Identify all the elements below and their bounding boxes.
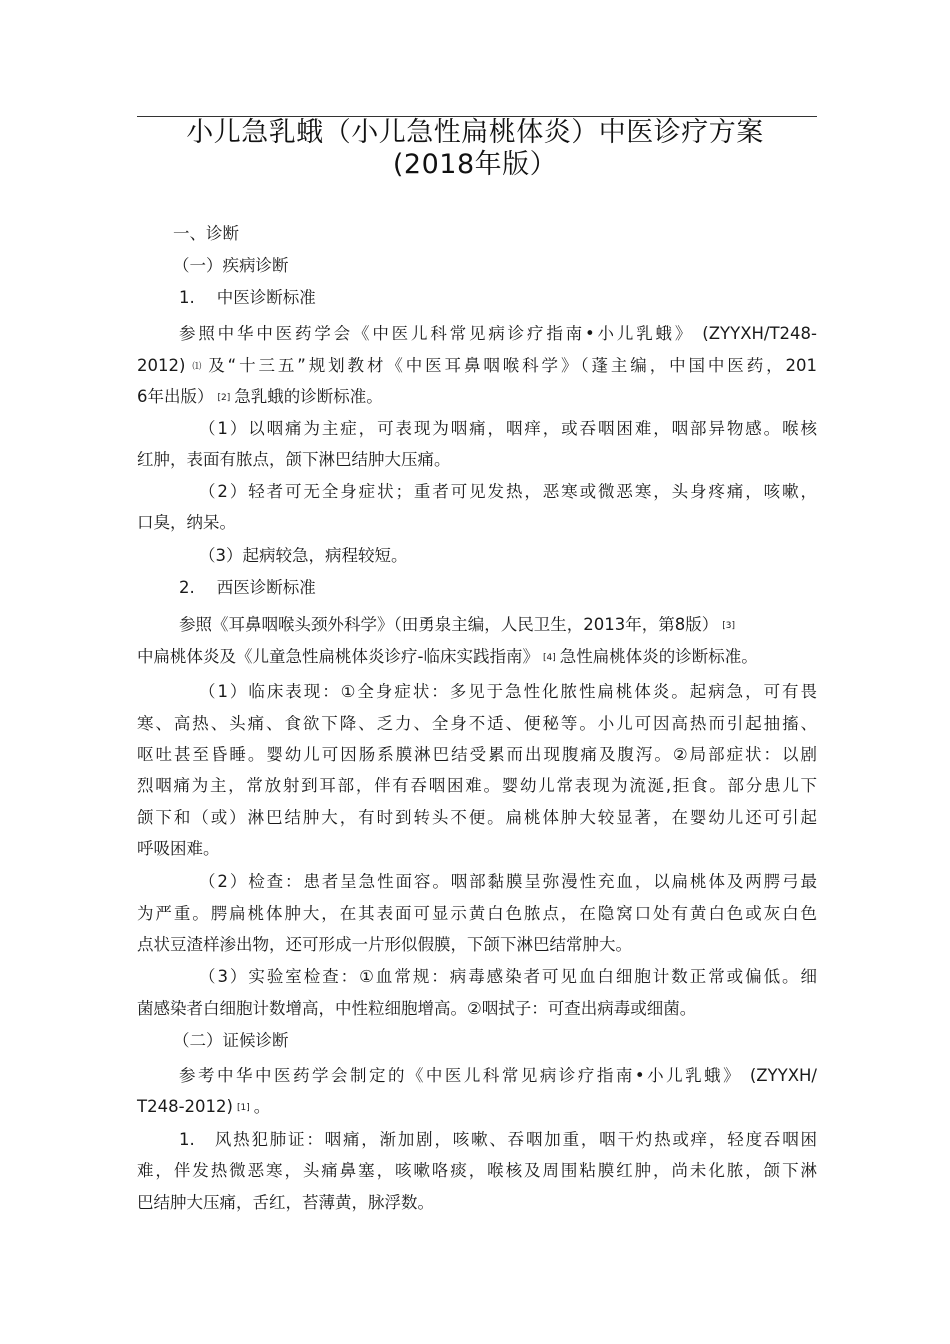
subsection-heading-syndrome-diagnosis: （二）证候诊断 (173, 1031, 289, 1050)
reference-mark: [1] (236, 1103, 250, 1113)
reference-mark: ⑴ (189, 362, 205, 372)
criteria-line: 烈咽痛为主，常放射到耳部，伴有吞咽困难。婴幼儿常表现为流涎,拒食。部分患儿下 (137, 776, 817, 795)
paragraph-line: T248-2012) [1] 。 (137, 1097, 271, 1116)
criteria-line: 为严重。腭扁桃体肿大，在其表面可显示黄白色脓点，在隐窝口处有黄白色或灰白色 (137, 904, 817, 923)
criteria-line: （3）实验室检查：①血常规：病毒感染者可见血白细胞计数正常或偏低。细 (199, 967, 817, 986)
criteria-line: 呼吸困难。 (137, 839, 220, 858)
section-heading-diagnosis: 一、诊断 (173, 224, 239, 243)
criteria-line: （1）临床表现：①全身症状：多见于急性化脓性扁桃体炎。起病急，可有畏 (199, 682, 817, 701)
criteria-line: 红肿，表面有脓点，颌下淋巴结肿大压痛。 (137, 450, 451, 469)
item-number: 2. (179, 578, 195, 597)
reference-mark: [2] (217, 393, 231, 403)
syndrome-line: 1. 风热犯肺证：咽痛，渐加剧，咳嗽、吞咽加重，咽干灼热或痒，轻度吞咽困 (179, 1130, 817, 1149)
criteria-line: （1）以咽痛为主症，可表现为咽痛，咽痒，或吞咽困难，咽部异物感。喉核 (199, 419, 817, 438)
reference-mark: [3] (722, 621, 735, 631)
paragraph-line: 中扁桃体炎及《儿童急性扁桃体炎诊疗-临床实践指南》 [4] 急性扁桃体炎的诊断标准。 (137, 647, 758, 666)
item-number: 1. (179, 288, 195, 307)
paragraph-line: 参照中华中医药学会《中医儿科常见病诊疗指南•小儿乳蛾》 (ZYYXH/T248- (179, 324, 817, 343)
paragraph-line: 参照《耳鼻咽喉头颈外科学》（田勇泉主编，人民卫生，2013年，第8版） [3] (179, 615, 735, 634)
criteria-line: 呕吐甚至昏睡。婴幼儿可因肠系膜淋巴结受累而出现腹痛及腹泻。②局部症状：以剧 (137, 745, 817, 764)
item-heading-western-criteria (179, 572, 316, 603)
paragraph-line: 6年出版） [2] 急乳蛾的诊断标准。 (137, 387, 383, 406)
syndrome-line: 难，伴发热微恶寒，头痛鼻塞，咳嗽咯痰，喉核及周围粘膜红肿，尚未化脓，颌下淋 (137, 1161, 817, 1180)
criteria-line: 菌感染者白细胞计数增高，中性粒细胞增高。②咽拭子：可查出病毒或细菌。 (137, 999, 697, 1018)
criteria-line: （2）检查：患者呈急性面容。咽部黏膜呈弥漫性充血，以扁桃体及两腭弓最 (199, 872, 817, 891)
criteria-line: （2）轻者可无全身症状；重者可见发热，恶寒或微恶寒，头身疼痛，咳嗽， (199, 482, 817, 501)
criteria-line: 点状豆渣样渗出物，还可形成一片形似假膜，下颌下淋巴结常肿大。 (137, 935, 632, 954)
reference-mark: [4] (542, 653, 556, 663)
criteria-line: 口臭，纳呆。 (137, 513, 236, 532)
syndrome-line: 巴结肿大压痛，舌红，苔薄黄，脉浮数。 (137, 1193, 434, 1212)
subsection-heading-disease-diagnosis: （一）疾病诊断 (173, 256, 289, 275)
paragraph-line: 参考中华中医药学会制定的《中医儿科常见病诊疗指南•小儿乳蛾》 (ZYYXH/ (179, 1066, 817, 1085)
criteria-line: （3）起病较急，病程较短。 (199, 546, 408, 565)
criteria-line: 寒、高热、头痛、食欲下降、乏力、全身不适、便秘等。小儿可因高热而引起抽搐、 (137, 714, 817, 733)
paragraph-line: 2012) ⑴ 及“十三五”规划教材《中医耳鼻咽喉科学》（蓬主编，中国中医药，201 (137, 356, 817, 375)
document-title: 小儿急乳蛾（小儿急性扁桃体炎）中医诊疗方案 (186, 117, 764, 148)
item-title: 西医诊断标准 (216, 578, 316, 597)
criteria-line: 颌下和（或）淋巴结肿大，有时到转头不便。扁桃体肿大较显著，在婴幼儿还可引起 (137, 808, 817, 827)
document-subtitle: (2018年版） (392, 149, 558, 180)
item-heading-tcm-criteria (179, 282, 316, 313)
item-title: 中医诊断标准 (216, 288, 316, 307)
